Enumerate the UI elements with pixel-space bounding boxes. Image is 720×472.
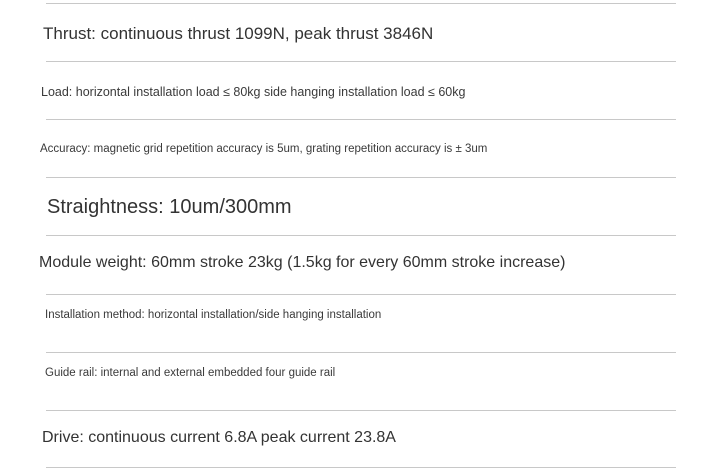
spec-accuracy: Accuracy: magnetic grid repetition accuracy is 5um, grating repetition accuracy is ± 3um xyxy=(40,143,488,155)
spec-load: Load: horizontal installation load ≤ 80kg side hanging installation load ≤ 60kg xyxy=(41,85,466,99)
divider xyxy=(46,294,676,295)
divider xyxy=(46,467,676,468)
spec-drive: Drive: continuous current 6.8A peak current 23.8A xyxy=(42,429,396,446)
divider xyxy=(46,119,676,120)
divider xyxy=(46,177,676,178)
spec-installation-method: Installation method: horizontal installation/side hanging installation xyxy=(45,309,382,321)
divider xyxy=(46,352,676,353)
divider xyxy=(46,61,676,62)
divider xyxy=(46,235,676,236)
divider xyxy=(46,410,676,411)
spec-thrust: Thrust: continuous thrust 1099N, peak thrust 3846N xyxy=(43,24,434,43)
spec-module-weight: Module weight: 60mm stroke 23kg (1.5kg for every 60mm stroke increase) xyxy=(39,254,566,271)
divider xyxy=(46,3,676,4)
spec-guide-rail: Guide rail: internal and external embedded four guide rail xyxy=(45,367,336,379)
spec-straightness: Straightness: 10um/300mm xyxy=(47,196,292,218)
